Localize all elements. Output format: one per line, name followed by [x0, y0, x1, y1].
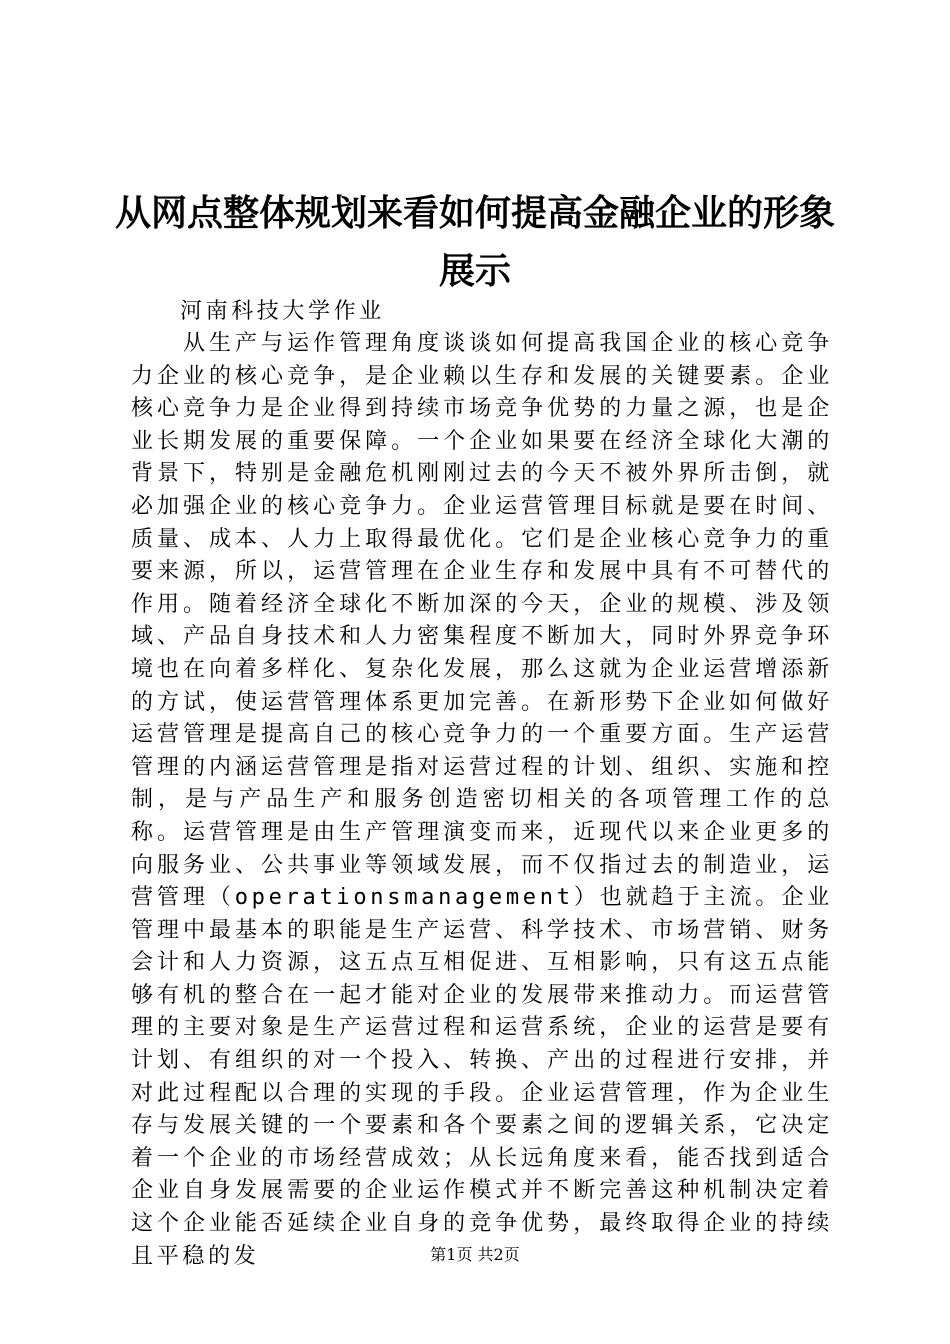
- author-line: 河南科技大学作业: [180, 299, 385, 324]
- page-footer: 第1页 共2页: [430, 1245, 520, 1264]
- document-title: 从网点整体规划来看如何提高金融企业的形象展示: [114, 192, 835, 292]
- body-paragraph: 从生产与运作管理角度谈谈如何提高我国企业的核心竞争力企业的核心竞争，是企业赖以生存和发展的关键要素。企业核心竞争力是企业得到持续市场竞争优势的力量之源，也是企业长期发展的重要保障。一个企业如果要在经济全球化大潮的背景下，特别是金融危机刚刚过去的今天不被外界所击倒，就必加强企业的核心竞争力。企业运营管理目标就是要在时间、质量、成本、人力上取得最优化。它们是企业核心竞争力的重要来源，所以，运营管理在企业生存和发展中具有不可替代的作用。随着经济全球化不断加深的今天，企业的规模、涉及领域、产品自身技术和人力密集程度不断加大，同时外界竞争环境也在向着多样化、复杂化发展，那么这就为企业运营增添新的方试，使运营管理体系更加完善。在新形势下企业如何做好运营管理是提高自己的核心竞争力的一个重要方面。生产运营管理的内涵运营管理是指对运营过程的计划、组织、实施和控制，是与产品生产和服务创造密切相关的各项管理工作的总称。运营管理是由生产管理演变而来，近现代以来企业更多的向服务业、公共事业等领域发展，而不仅指过去的制造业，运营管理（operationsmanagement）也就趋于主流。企业管理中最基本的职能是生产运营、科学技术、市场营销、财务会计和人力资源，这五点互相促进、互相影响，只有这五点能够有机的整合在一起才能对企业的发展带来推动力。而运营管理的主要对象是生产运营过程和运营系统，企业的运营是要有计划、有组织的对一个投入、转换、产出的过程进行安排，并对此过程配以合理的实现的手段。企业运营管理，作为企业生存与发展关键的一个要素和各个要素之间的逻辑关系，它决定着一个企业的市场经营成效；从长远角度来看，能否找到适合企业自身发展需要的企业运作模式并不断完善这种机制决定着这个企业能否延续企业自身的竞争优势，最终取得企业的持续且平稳的发: [131, 331, 833, 1269]
